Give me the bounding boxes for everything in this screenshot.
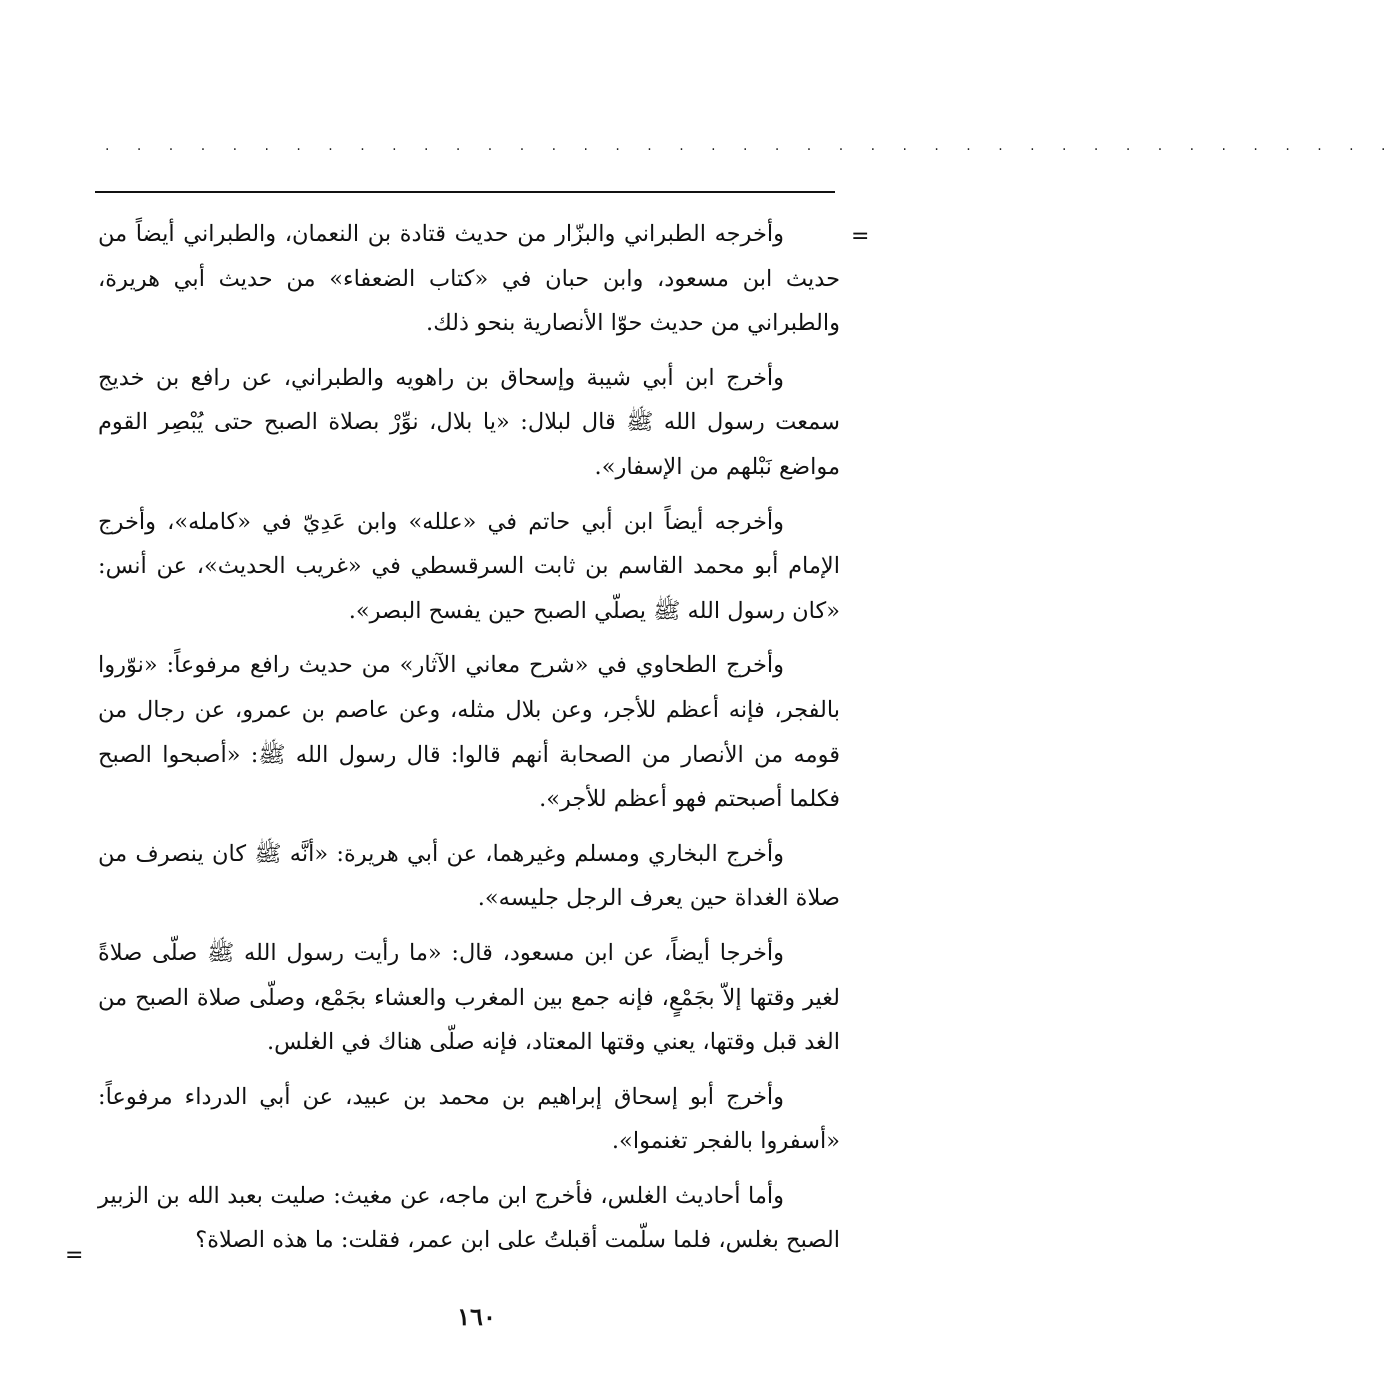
paragraph-5: وأخرج البخاري ومسلم وغيرهما، عن أبي هريرة: «أنَّه ﷺ كان ينصرف من صلاة الغداة حين يعرف الرجل جليسه». — [98, 840, 840, 912]
paragraph-7: وأخرج أبو إسحاق إبراهيم بن محمد بن عبيد، عن أبي الدرداء مرفوعاً: «أسفروا بالفجر تغنموا». — [98, 1083, 840, 1155]
page-number: ١٦٠ — [457, 1302, 496, 1331]
footnote-separator-rule — [95, 191, 835, 193]
paragraph-8: وأما أحاديث الغلس، فأخرج ابن ماجه، عن مغيث: صليت بعبد الله بن الزبير الصبح بغلس، فلما سلّمت أقبلتُ على ابن عمر، فقلت: ما هذه الصلاة؟ — [98, 1182, 840, 1254]
paragraph-6: وأخرجا أيضاً، عن ابن مسعود، قال: «ما رأيت رسول الله ﷺ صلّى صلاةً لغير وقتها إلاّ بجَمْعٍ، فإنه جمع بين المغرب والعشاء بجَمْع، وصلّى صلاة الصبح من الغد قبل وقتها، يعني وقتها المعتاد، فإنه صلّى هناك في الغلس. — [98, 939, 840, 1056]
footnote-separator-dots: . . . . . . . . . . . . . . . . . . . . . . . . . . . . . . . . . . . . . . . . . — [105, 138, 1397, 154]
footnote-text — [98, 212, 840, 1273]
continuation-marker-bottom: = — [65, 1243, 84, 1268]
paragraph-2: وأخرج ابن أبي شيبة وإسحاق بن راهويه والطبراني، عن رافع بن خديج سمعت رسول الله ﷺ قال لبلال: «يا بلال، نوِّرْ بصلاة الصبح حتى يُبْصِر القوم مواضع نَبْلهم من الإسفار». — [98, 364, 840, 480]
paragraph-4: وأخرج الطحاوي في «شرح معاني الآثار» من حديث رافع مرفوعاً: «نوّروا بالفجر، فإنه أعظم للأجر، وعن بلال مثله، وعن عاصم بن عمرو، عن رجال من قومه من الأنصار من الصحابة أنهم قالوا: قال رسول الله ﷺ: «أصبحوا الصبح فكلما أصبحتم فهو أعظم للأجر». — [98, 652, 840, 813]
paragraph-1: وأخرجه الطبراني والبزّار من حديث قتادة بن النعمان، والطبراني أيضاً من حديث ابن مسعود، وابن حبان في «كتاب الضعفاء» من حديث أبي هريرة، والطبراني من حديث حوّا الأنصارية بنحو ذلك. — [98, 221, 840, 337]
paragraph-3: وأخرجه أيضاً ابن أبي حاتم في «علله» وابن عَدِيّ في «كامله»، وأخرج الإمام أبو محمد القاسم بن ثابت السرقسطي في «غريب الحديث»، عن أنس: «كان رسول الله ﷺ يصلّي الصبح حين يفسح البصر». — [98, 508, 840, 624]
continuation-marker-top: = — [851, 224, 870, 249]
